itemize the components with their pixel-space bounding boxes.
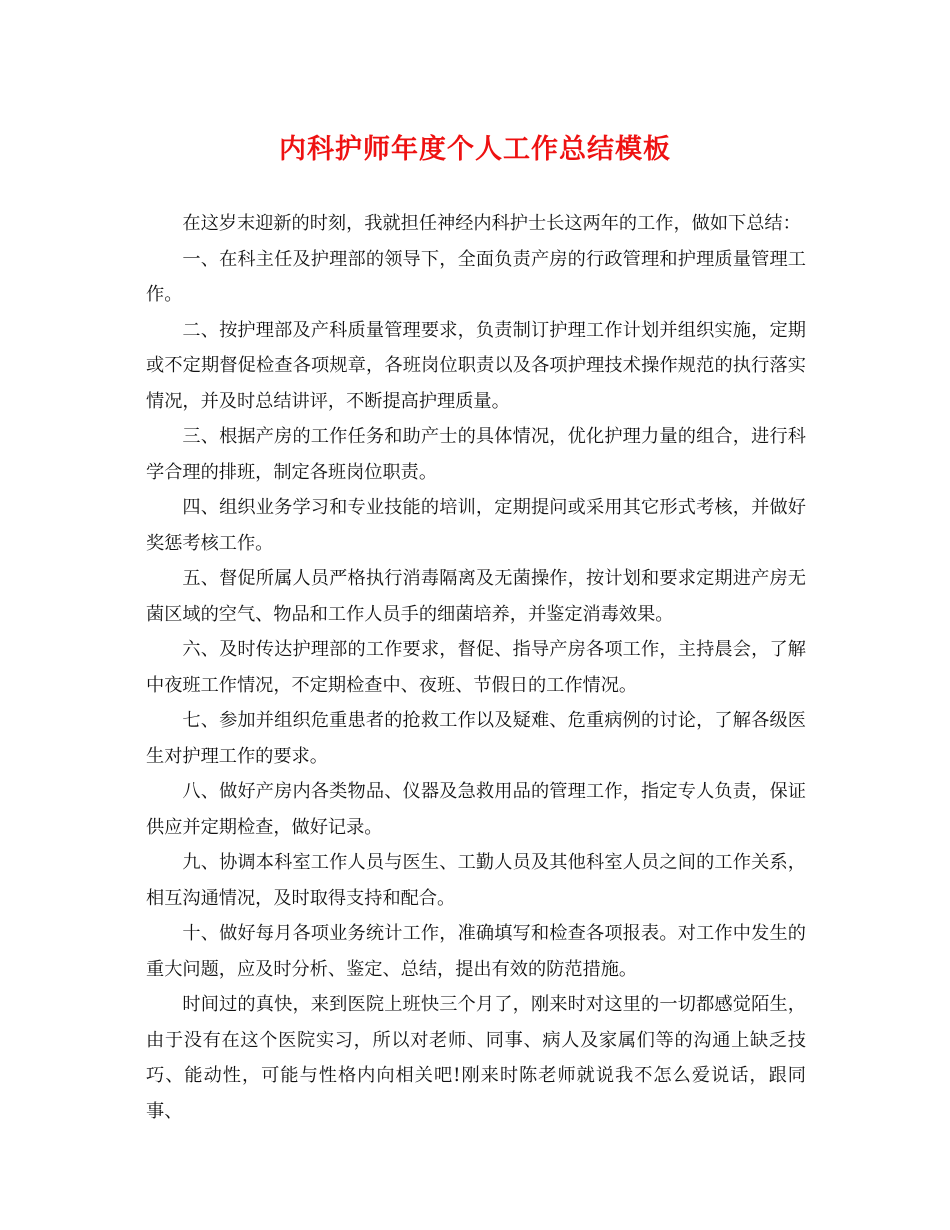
paragraph-item-7: 七、参加并组织危重患者的抢救工作以及疑难、危重病例的讨论，了解各级医生对护理工作的要求。 (146, 710, 806, 767)
paragraph-item-2: 二、按护理部及产科质量管理要求，负责制订护理工作计划并组织实施，定期或不定期督促检查各项规章，各班岗位职责以及各项护理技术操作规范的执行落实情况，并及时总结讲评，不断提高护理质量。 (146, 319, 806, 412)
paragraph-item-3: 三、根据产房的工作任务和助产士的具体情况，优化护理力量的组合，进行科学合理的排班，制定各班岗位职责。 (146, 426, 806, 483)
document-title: 内科护师年度个人工作总结模板 (279, 134, 671, 165)
paragraph-item-9: 九、协调本科室工作人员与医生、工勤人员及其他科室人员之间的工作关系，相互沟通情况，及时取得支持和配合。 (146, 852, 806, 909)
paragraph-item-6: 六、及时传达护理部的工作要求，督促、指导产房各项工作，主持晨会，了解中夜班工作情况，不定期检查中、夜班、节假日的工作情况。 (146, 639, 806, 696)
document-body (146, 206, 806, 1129)
paragraph-item-4: 四、组织业务学习和专业技能的培训，定期提问或采用其它形式考核，并做好奖惩考核工作。 (146, 497, 806, 554)
paragraph-intro: 在这岁末迎新的时刻，我就担任神经内科护士长这两年的工作，做如下总结： (182, 213, 801, 234)
paragraph-item-5: 五、督促所属人员严格执行消毒隔离及无菌操作，按计划和要求定期进产房无菌区域的空气、物品和工作人员手的细菌培养，并鉴定消毒效果。 (146, 568, 806, 625)
paragraph-item-10: 十、做好每月各项业务统计工作，准确填写和检查各项报表。对工作中发生的重大问题，应及时分析、鉴定、总结，提出有效的防范措施。 (146, 923, 806, 980)
paragraph-reflection: 时间过的真快，来到医院上班快三个月了，刚来时对这里的一切都感觉陌生，由于没有在这个医院实习，所以对老师、同事、病人及家属们等的沟通上缺乏技巧、能动性，可能与性格内向相关吧!刚来时陈老师就说我不怎么爱说话，跟同事、 (146, 994, 806, 1122)
paragraph-item-8: 八、做好产房内各类物品、仪器及急救用品的管理工作，指定专人负责，保证供应并定期检查，做好记录。 (146, 781, 806, 838)
paragraph-item-1: 一、在科主任及护理部的领导下，全面负责产房的行政管理和护理质量管理工作。 (146, 248, 806, 305)
